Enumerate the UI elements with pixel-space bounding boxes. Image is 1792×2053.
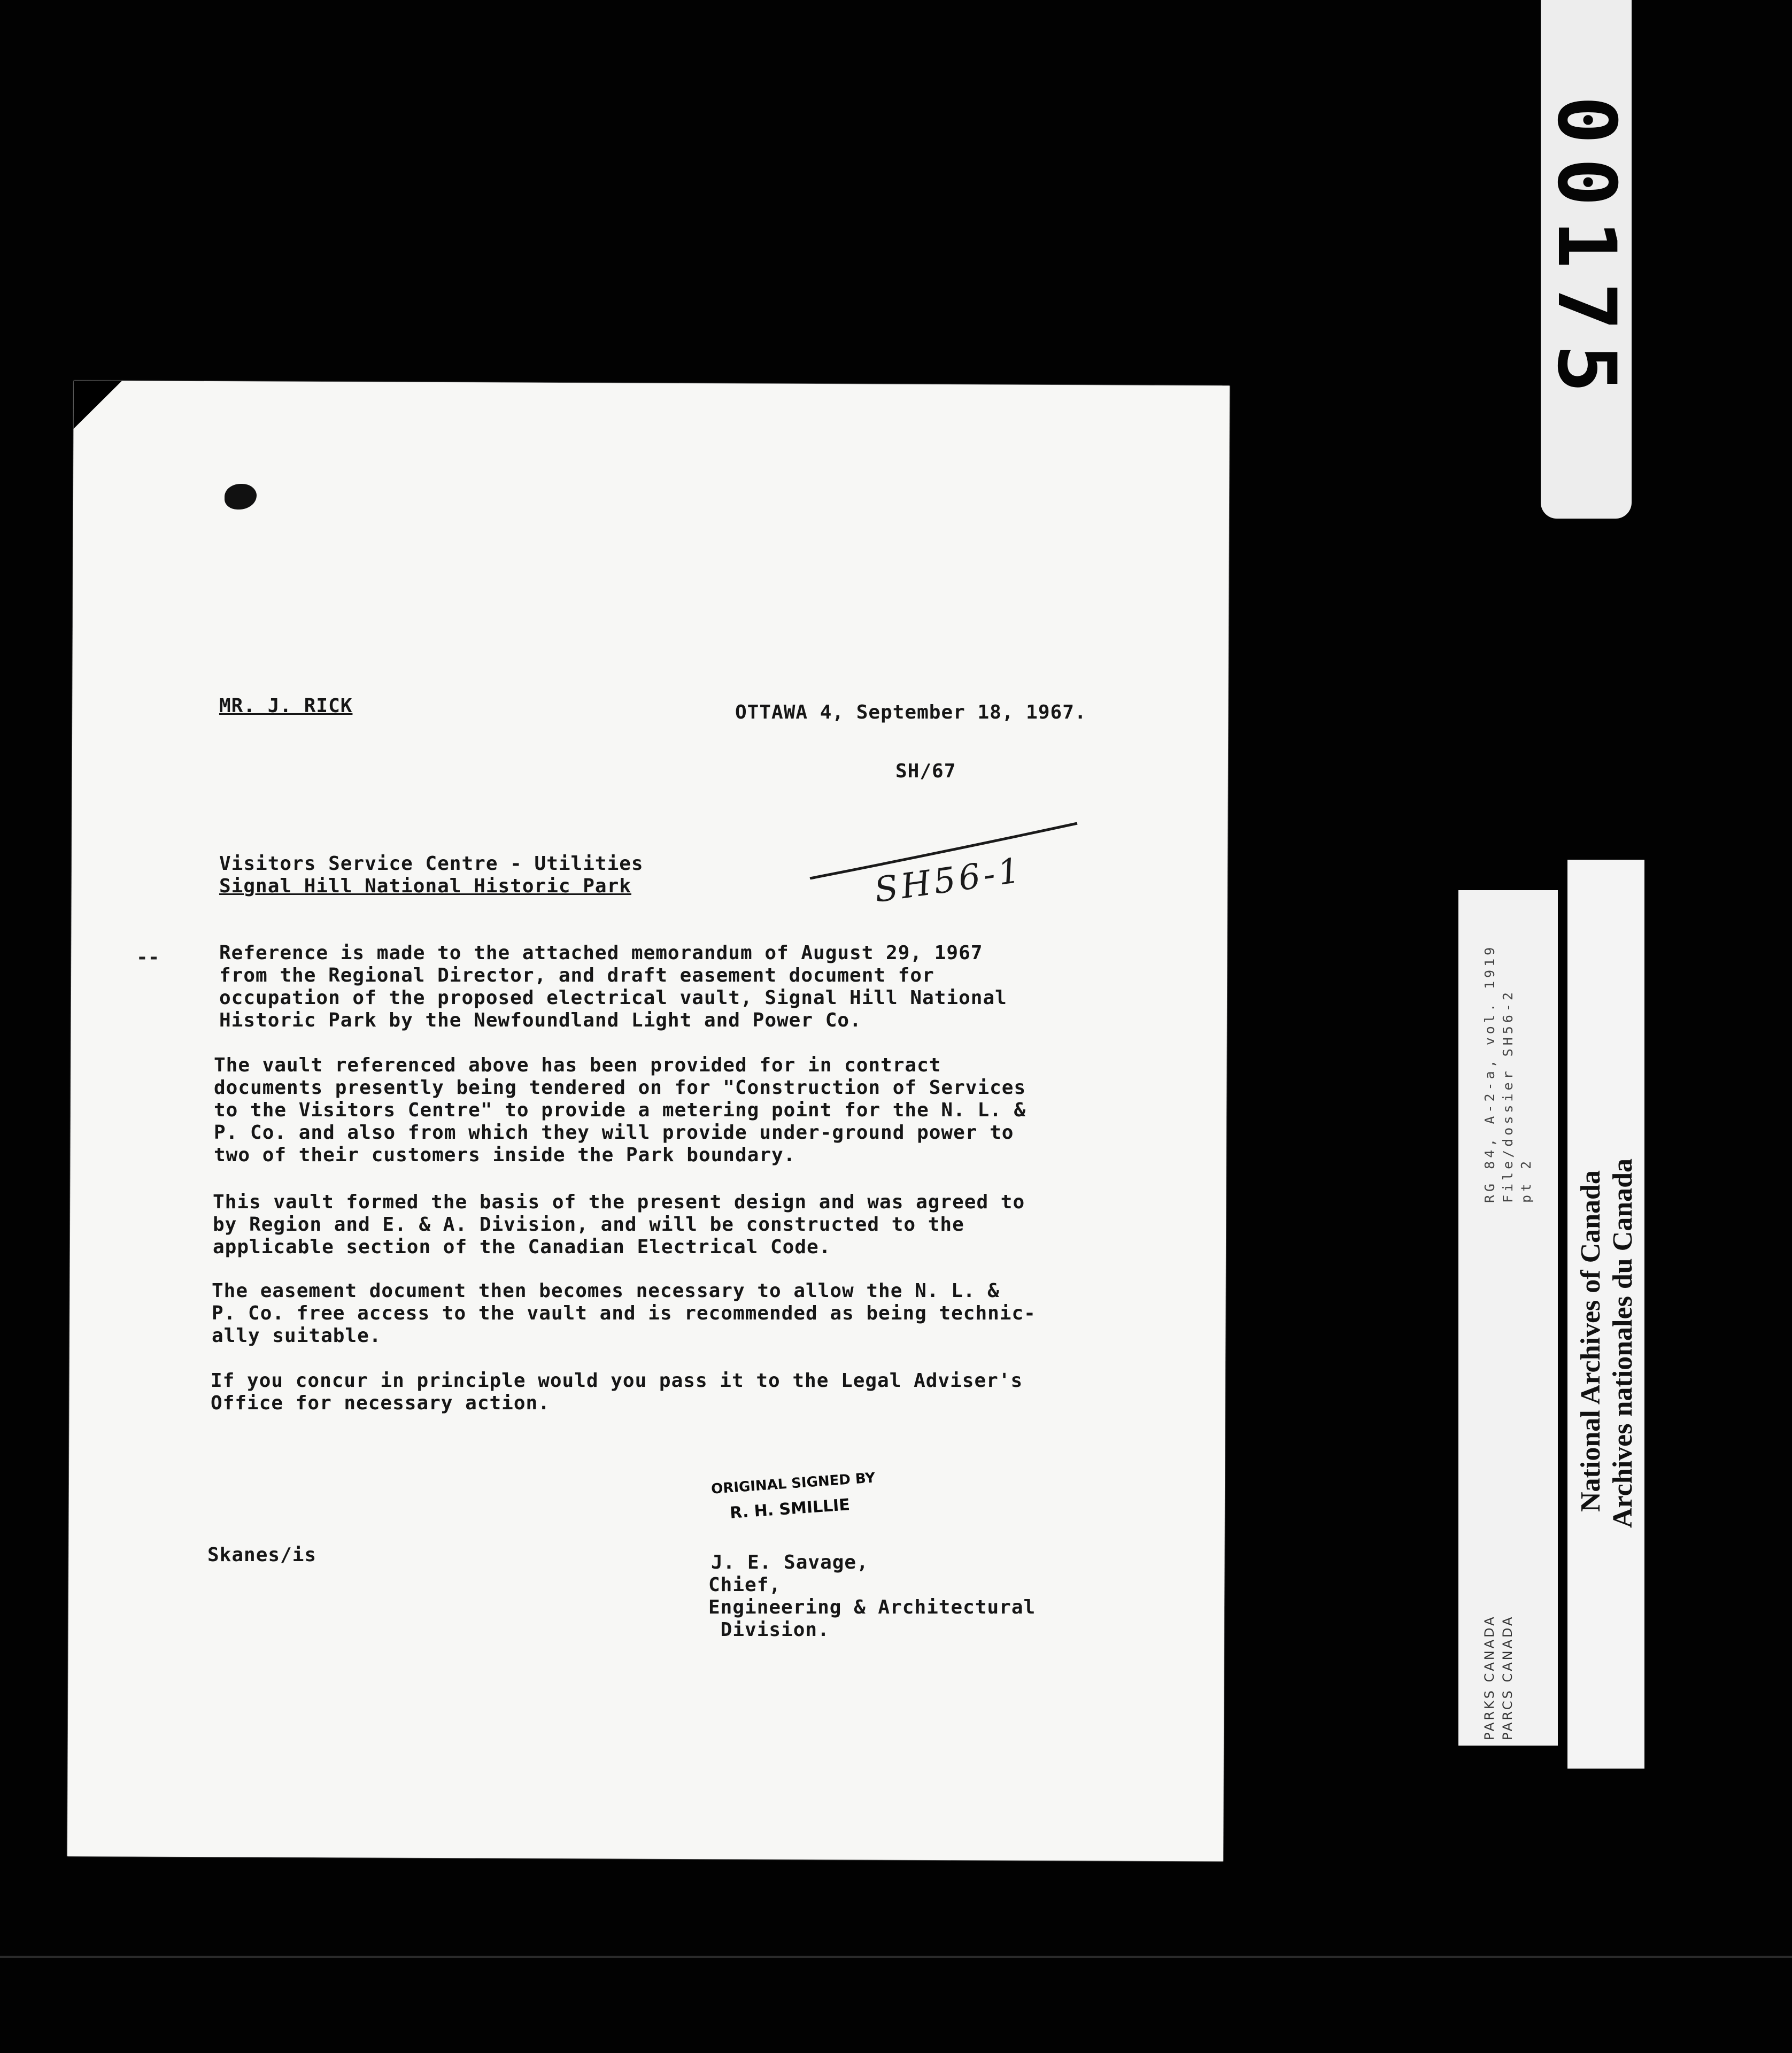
para-4-line-2: P. Co. free access to the vault and is recommended as being technic- [212,1302,1036,1324]
para-5-line-2: Office for necessary action. [211,1392,550,1414]
typist-initials: Skanes/is [207,1544,317,1566]
para-3-line-2: by Region and E. & A. Division, and will be constructed to the [213,1214,964,1236]
signature-title: Chief, [708,1574,782,1596]
para-1-line-2: from the Regional Director, and draft easement document for [219,964,934,986]
handwritten-file-ref: SH56-1 [872,850,1026,911]
para-1-line-1: Reference is made to the attached memorandum of August 29, 1967 [219,942,983,964]
signature-name: J. E. Savage, [711,1552,869,1573]
memo-subject-line-2: Signal Hill National Historic Park [219,875,631,897]
para-2-line-4: P. Co. and also from which they will provide under-ground power to [214,1122,1014,1144]
para-4-line-1: The easement document then becomes necessary to allow the N. L. & [212,1280,1000,1302]
nac-french: Archives nationales du Canada [1608,1158,1638,1528]
memo-recipient: MR. J. RICK [219,695,353,717]
memo-file-ref: SH/67 [895,760,956,782]
signed-stamp-line-1: ORIGINAL SIGNED BY [710,1470,876,1498]
nac-english: National Archives of Canada [1575,1170,1606,1512]
frame-bottom-edge [0,1956,1792,1958]
margin-mark: -- [136,946,160,968]
para-4-line-3: ally suitable. [212,1325,382,1347]
archive-ref-line-1: RG 84, A-2-a, vol. 1919 [1482,944,1497,1203]
memo-subject-line-1: Visitors Service Centre - Utilities [219,853,644,875]
para-2-line-1: The vault referenced above has been provided for in contract [214,1054,941,1076]
para-1-line-4: Historic Park by the Newfoundland Light and Power Co. [219,1009,862,1031]
signature-division-2: Division. [708,1619,830,1641]
signed-stamp-line-2: R. H. SMILLIE [729,1495,851,1523]
agency-fr: PARCS CANADA [1500,1615,1515,1740]
archive-ref-line-3: pt 2 [1518,1157,1534,1203]
para-2-line-3: to the Visitors Centre" to provide a metering point for the N. L. & [214,1099,1026,1121]
signature-division-1: Engineering & Architectural [708,1596,1036,1618]
para-1-line-3: occupation of the proposed electrical vault, Signal Hill National [219,987,1007,1009]
frame-number: 00175 [1540,96,1633,407]
para-2-line-2: documents presently being tendered on for "Construction of Services [214,1077,1026,1099]
frame-number-strip [1541,0,1632,519]
sheet-folded-corner [74,381,122,429]
para-5-line-1: If you concur in principle would you pass it to the Legal Adviser's [211,1370,1023,1392]
archive-ref-line-2: File/dossier SH56-2 [1500,989,1516,1203]
national-archives-label [1567,860,1644,1769]
para-2-line-5: two of their customers inside the Park boundary. [214,1144,796,1166]
agency-en: PARKS CANADA [1482,1615,1497,1740]
para-3-line-1: This vault formed the basis of the present design and was agreed to [213,1191,1025,1213]
archive-reference-label [1458,890,1558,1746]
memo-place-date: OTTAWA 4, September 18, 1967. [735,701,1087,723]
para-3-line-3: applicable section of the Canadian Electrical Code. [213,1236,831,1258]
